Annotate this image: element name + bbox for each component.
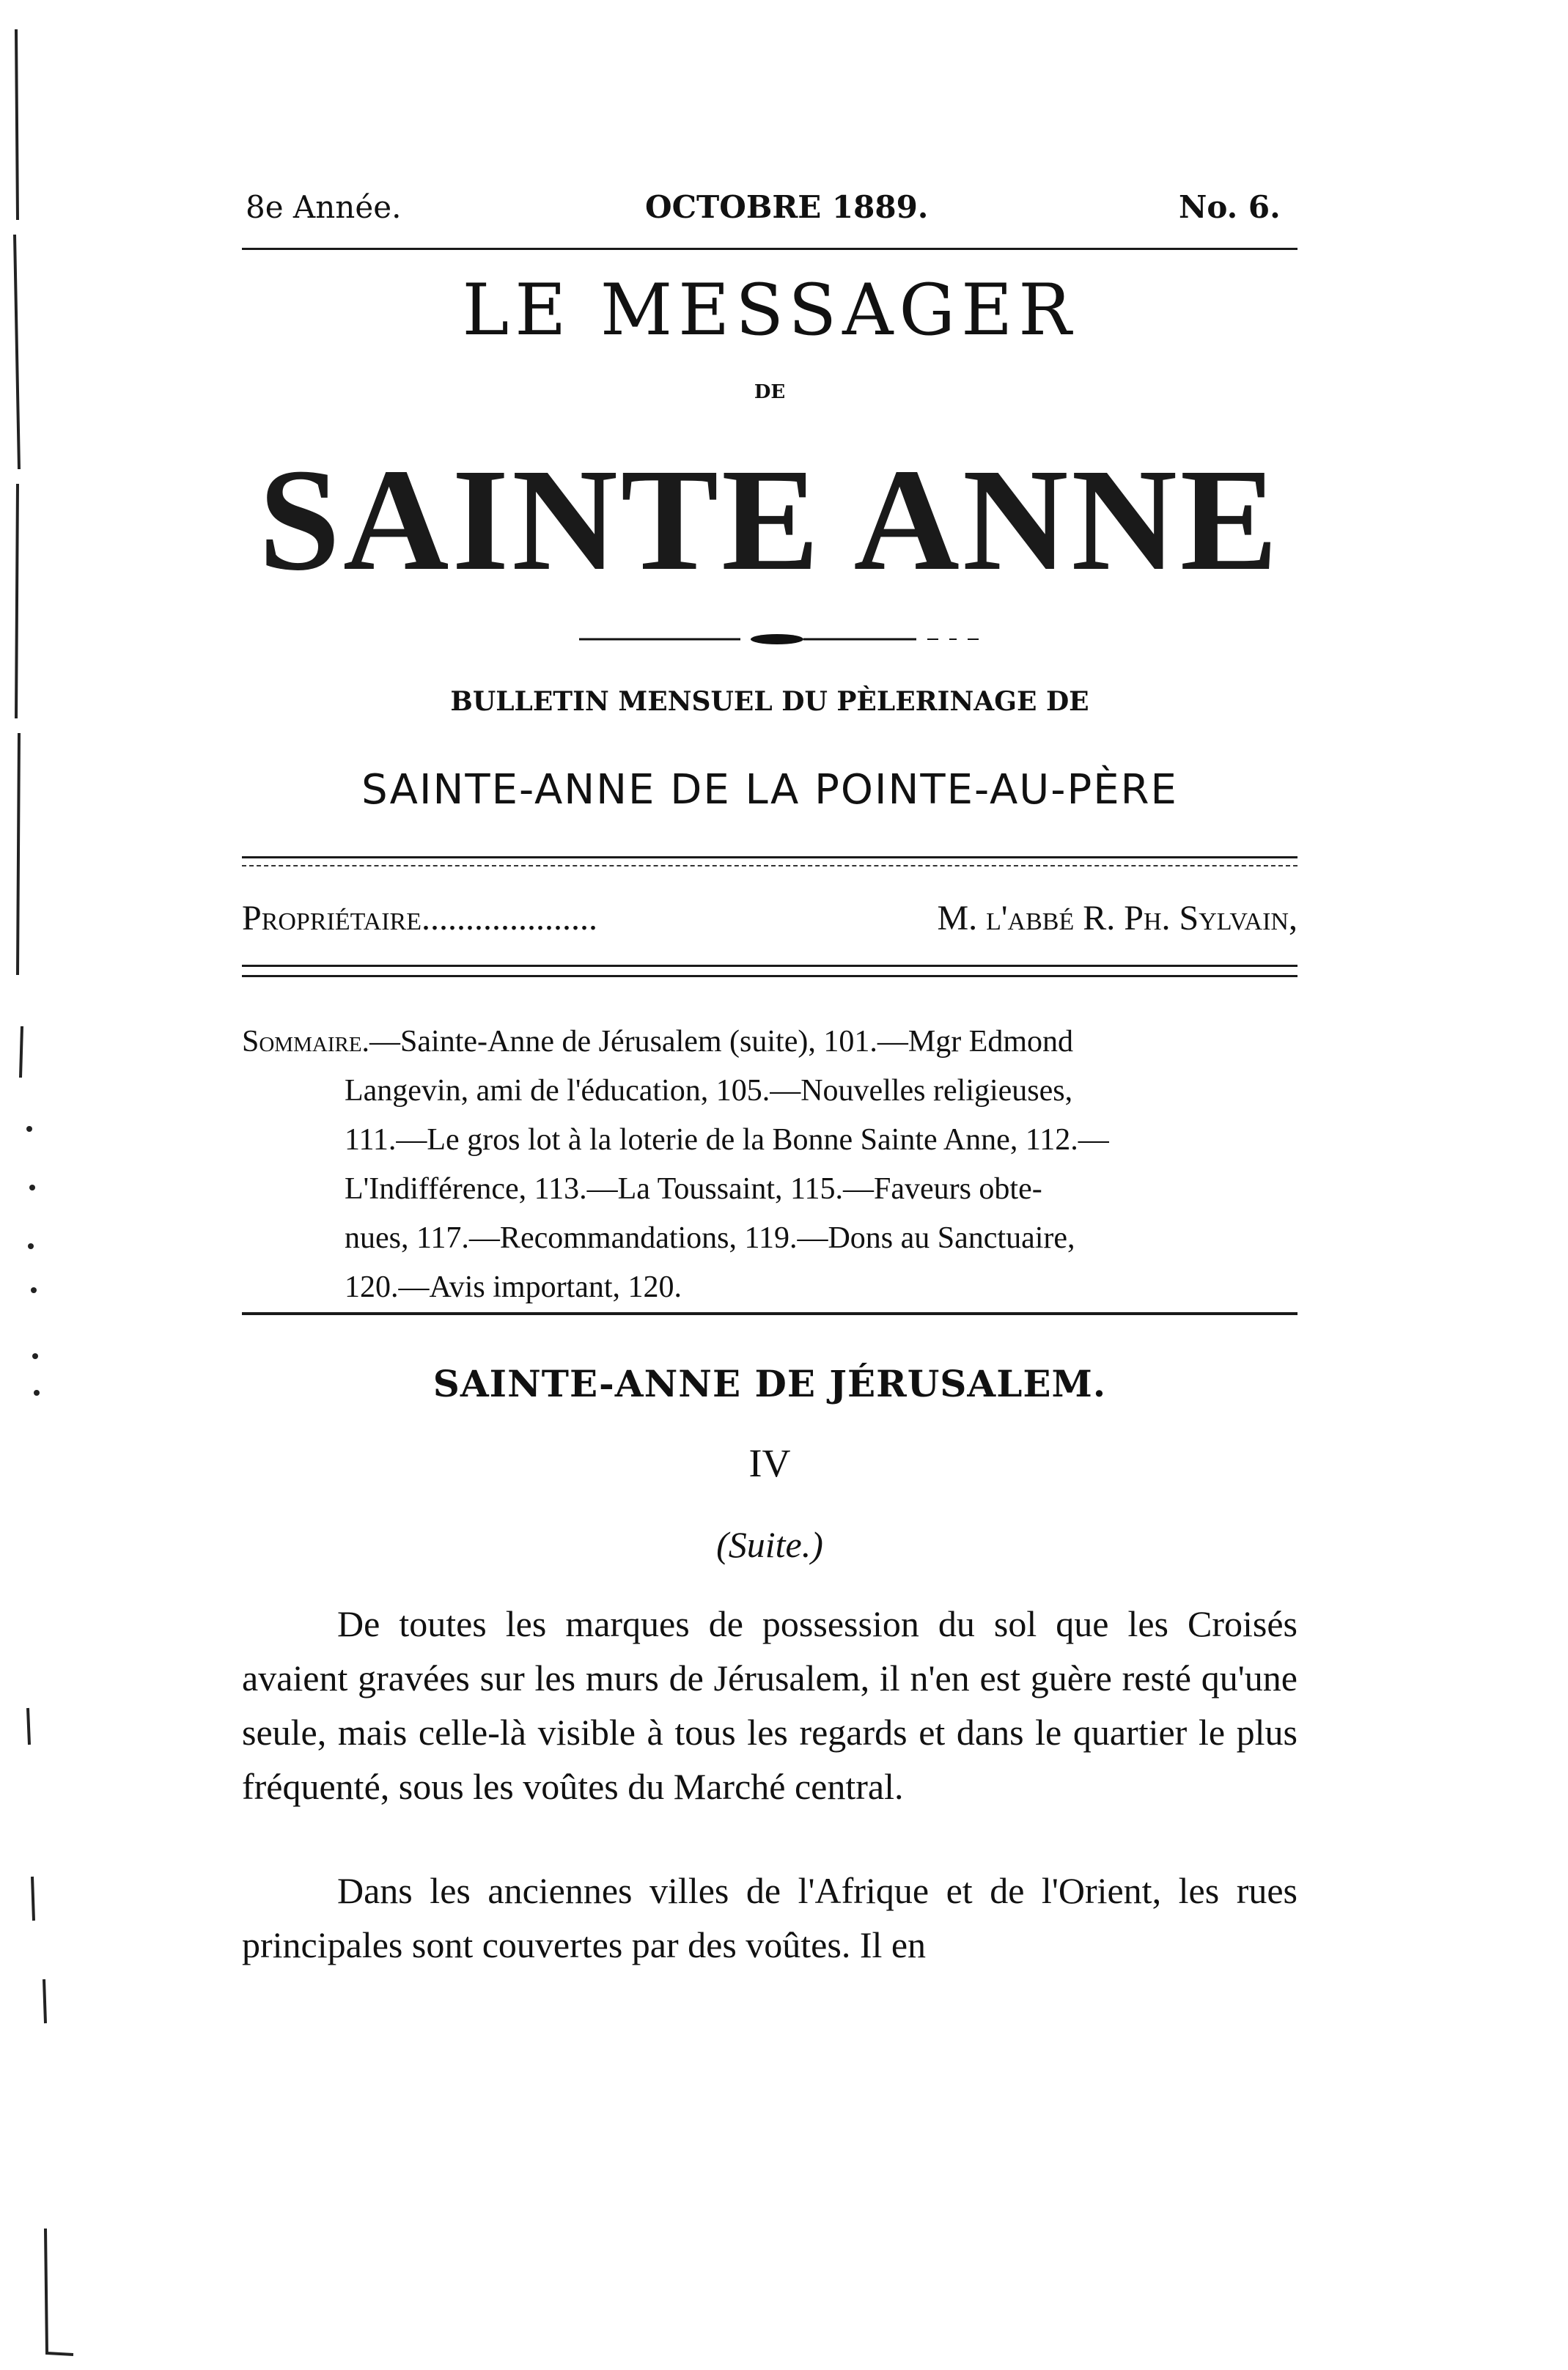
continuation-note: (Suite.) [716, 1524, 823, 1565]
proprietor-name: M. l'abbé R. Ph. Sylvain, [937, 899, 1298, 938]
table-of-contents [242, 1017, 1298, 1312]
place-rule-dashed [242, 865, 1298, 868]
chapter-number: IV [748, 1441, 791, 1485]
issue-number: No. 6. [1179, 189, 1281, 225]
page-edge-marks [0, 0, 103, 2370]
article-paragraph-1 [242, 1597, 1298, 1814]
toc-line-4: L'Indifférence, 113.—La Toussaint, 115.—Faveurs obte- [345, 1172, 1042, 1206]
bulletin-subtitle: BULLETIN MENSUEL DU PÈLERINAGE DE [450, 686, 1089, 717]
toc-rule [242, 1312, 1298, 1315]
proprietor-rule-1 [242, 965, 1298, 967]
issue-date: OCTOBRE 1889. [645, 189, 929, 225]
proprietor-label: Propriétaire [242, 899, 422, 938]
toc-line-5: nues, 117.—Recommandations, 119.—Dons au Sanctuaire, [345, 1221, 1075, 1255]
paragraph-text: Dans les anciennes villes de l'Afrique et de l'Orient, les rues principales sont couvertes par des voûtes. Il en [242, 1870, 1298, 1965]
article-title: SAINTE-ANNE DE JÉRUSALEM. [433, 1362, 1107, 1405]
masthead-name: SAINTE ANNE [258, 439, 1281, 601]
pilgrimage-place: SAINTE-ANNE DE LA POINTE-AU-PÈRE [361, 766, 1178, 814]
masthead-connector: DE [754, 381, 786, 403]
paragraph-text: De toutes les marques de possession du sol que les Croisés avaient gravées sur les murs de Jérusalem, il n'en est guère resté qu'une seule, mais celle-là visible à tous les regards et dans le quartier le plus fréquenté, sous les voûtes du Marché central. [242, 1603, 1298, 1807]
ornament-divider [579, 630, 990, 648]
header-rule [242, 248, 1298, 250]
proprietor-line [242, 898, 1298, 938]
toc-line-6: 120.—Avis important, 120. [345, 1270, 682, 1304]
toc-label: Sommaire. [242, 1025, 370, 1059]
toc-line-1: Sommaire.—Sainte-Anne de Jérusalem (suite), 101.—Mgr Edmond [242, 1025, 1074, 1059]
toc-line-2: Langevin, ami de l'éducation, 105.—Nouvelles religieuses, [345, 1074, 1073, 1108]
article-paragraph-2 [242, 1863, 1298, 1972]
toc-line-3: 111.—Le gros lot à la loterie de la Bonne Sainte Anne, 112.— [345, 1123, 1109, 1157]
masthead-title: LE MESSAGER [462, 269, 1078, 351]
proprietor-dots: .................... [421, 899, 597, 938]
proprietor-rule-2 [242, 975, 1298, 977]
year-label: 8e Année. [246, 189, 402, 225]
place-rule-top [242, 856, 1298, 858]
